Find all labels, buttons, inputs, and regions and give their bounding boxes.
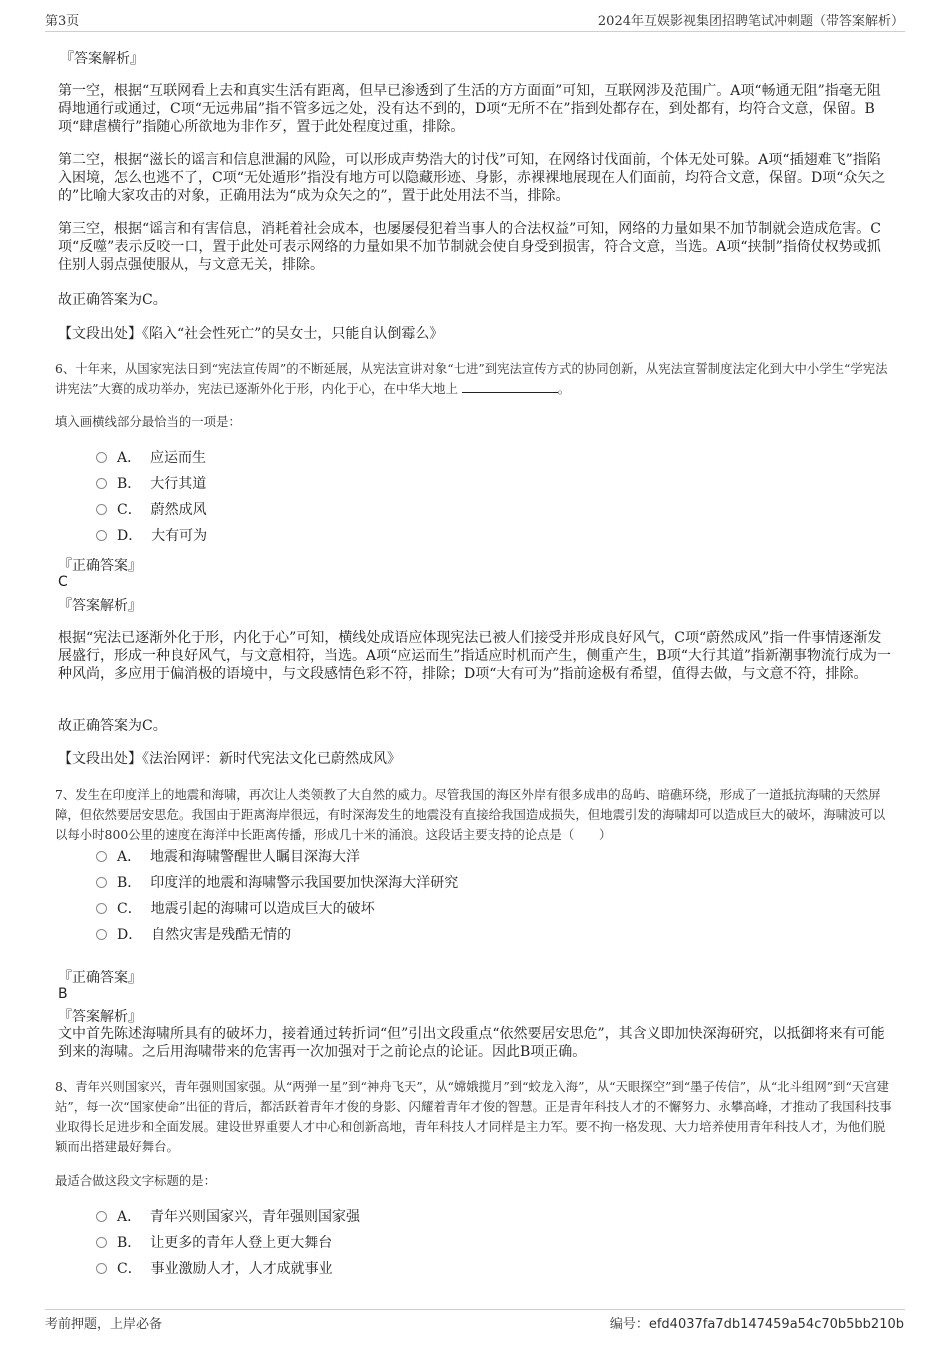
question-6-option-d[interactable] <box>96 526 207 546</box>
page-number: 第3页 <box>45 14 80 29</box>
correct-answer-label: 『正确答案』 <box>58 970 142 986</box>
analysis-paragraph-1: 第一空，根据“互联网看上去和真实生活有距离，但早已渗透到了生活的方方面面”可知，互联网涉及范围广。A项“畅通无阻”指毫无阻碍地通行或通过，C项“无远弗届”指不管多远之处，没有达不到的，D项“无所不在”指到处都存在，到处都有，均符合文意，保留。B项“肆虐横行”指随心所欲地为非作歹，置于此处程度过重，排除。 <box>58 83 881 135</box>
radio-button-icon[interactable] <box>96 877 107 888</box>
question-8-option-b[interactable] <box>96 1233 332 1253</box>
option-text: 地震和海啸警醒世人瞩目深海大洋 <box>150 849 361 865</box>
question-8-prompt: 最适合做这段文字标题的是： <box>55 1173 217 1188</box>
footer-slogan: 考前押题，上岸必备 <box>45 1317 163 1332</box>
option-letter: A． <box>117 450 142 466</box>
option-text: 印度洋的地震和海啸警示我国要加快深海大洋研究 <box>150 875 459 891</box>
question-6-stem-end: 。 <box>557 381 571 396</box>
option-text: 地震引起的海啸可以造成巨大的破坏 <box>150 901 375 917</box>
option-text: 自然灾害是残酷无情的 <box>151 927 292 943</box>
analysis-paragraph-3: 第三空，根据“谣言和有害信息，消耗着社会成本，也屡屡侵犯着当事人的合法权益”可知，网络的力量如果不加节制就会造成危害。C项“反噬”表示反咬一口，置于此处可表示网络的力量如果不加节制就会使自身受到损害，符合文意，当选。A项“挟制”指倚仗权势或抓住别人弱点强使服从，与文意无关，排除。 <box>58 221 882 273</box>
question-6-stem-text: 6、十年来，从国家宪法日到“宪法宣传周”的不断延展，从宪法宣讲对象“七进”到宪法宣传方式的协同创新，从宪法宣誓制度法定化到大中小学生“学宪法讲宪法”大赛的成功举办，宪法已逐渐外化于形，内化于心，在中华大地上 <box>55 361 888 396</box>
answer-blank <box>462 380 558 393</box>
document-code-label: 编号： <box>609 1317 649 1332</box>
radio-button-icon[interactable] <box>96 851 107 862</box>
question-6-analysis: 根据“宪法已逐渐外化于形，内化于心”可知，横线处成语应体现宪法已被人们接受并形成良好风气，C项“蔚然成风”指一件事情逐渐发展盛行，形成一种良好风气，与文意相符，当选。A项“应运而生”指适应时机而产生，侧重产生，B项“大行其道”指新潮事物流行成为一种风尚，多应用于偏消极的语境中，与文段感情色彩不符，排除；D项“大有可为”指前途极有希望，值得去做，与文意不符，排除。 <box>58 630 892 682</box>
question-8-option-c[interactable] <box>96 1259 333 1279</box>
radio-button-icon[interactable] <box>96 504 107 515</box>
option-letter: C． <box>117 1261 142 1277</box>
passage-source: 【文段出处】《陷入“社会性死亡”的吴女士，只能自认倒霉么》 <box>58 326 444 342</box>
question-6-source: 【文段出处】《法治网评：新时代宪法文化已蔚然成风》 <box>58 751 401 767</box>
analysis-label: 『答案解析』 <box>58 598 142 614</box>
question-7-stem: 7、发生在印度洋上的地震和海啸，再次让人类领教了大自然的威力。尽管我国的海区外岸有很多成串的岛屿、暗礁环绕，形成了一道抵抗海啸的天然屏障，但依然要居安思危。我国由于距离海岸很远，有时深海发生的地震没有直接给我国造成损失，但地震引发的海啸却可以造成巨大的破坏，海啸波可以以每小时800公里的速度在海洋中长距离传播，形成几十米的涌浪。这段话主要支持的论点是（ ） <box>55 787 886 842</box>
question-7-option-d[interactable] <box>96 925 291 945</box>
option-letter: B． <box>117 476 142 492</box>
option-text: 青年兴则国家兴，青年强则国家强 <box>150 1209 361 1225</box>
question-7-analysis: 文中首先陈述海啸所具有的破坏力，接着通过转折词“但”引出文段重点“依然要居安思危”，其含义即加快深海研究，以抵御将来有可能到来的海啸。之后用海啸带来的危害再一次加强对于之前论点的论证。因此B项正确。 <box>58 1026 885 1060</box>
option-letter: C． <box>117 502 142 518</box>
question-6-option-c[interactable] <box>96 500 207 520</box>
header-divider <box>45 31 905 32</box>
option-text: 蔚然成风 <box>150 502 207 518</box>
correct-answer: B <box>58 986 68 1002</box>
option-letter: A． <box>117 1209 142 1225</box>
question-6-stem <box>55 359 895 399</box>
analysis-paragraph-2: 第二空，根据“滋长的谣言和信息泄漏的风险，可以形成声势浩大的讨伐”可知，在网络讨伐面前，个体无处可躲。A项“插翅难飞”指陷入困境，怎么也逃不了，C项“无处遁形”指没有地方可以隐藏形迹、身影，赤裸裸地展现在人们面前，均符合文意，保留。D项“众矢之的”比喻大家攻击的对象，正确用法为“成为众矢之的”，置于此处用法不当，排除。 <box>58 152 886 204</box>
radio-button-icon[interactable] <box>96 452 107 463</box>
radio-button-icon[interactable] <box>96 478 107 489</box>
question-7-option-a[interactable] <box>96 847 360 867</box>
analysis-label: 『答案解析』 <box>60 51 144 67</box>
question-8-stem: 8、青年兴则国家兴，青年强则国家强。从“两弹一星”到“神舟飞天”，从“嫦娥揽月”到“蛟龙入海”，从“天眼探空”到“墨子传信”，从“北斗组网”到“天宫建站”，每一次“国家使命”出征的背后，都活跃着青年才俊的身影、闪耀着青年才俊的智慧。正是青年科技人才的不懈努力、永攀高峰，才推动了我国科技事业取得长足进步和全面发展。建设世界重要人才中心和创新高地，青年科技人才同样是主力军。要不拘一格发现、大力培养使用青年科技人才，为他们脱颖而出搭建最好舞台。 <box>55 1079 892 1154</box>
option-letter: C． <box>117 901 142 917</box>
option-text: 大行其道 <box>150 476 207 492</box>
question-7-option-b[interactable] <box>96 873 458 893</box>
option-text: 让更多的青年人登上更大舞台 <box>150 1235 333 1251</box>
radio-button-icon[interactable] <box>96 1237 107 1248</box>
radio-button-icon[interactable] <box>96 903 107 914</box>
radio-button-icon[interactable] <box>96 1211 107 1222</box>
option-letter: B． <box>117 1235 142 1251</box>
option-text: 事业激励人才，人才成就事业 <box>150 1261 333 1277</box>
document-code-value: efd4037fa7db147459a54c70b5bb210b <box>648 1317 904 1332</box>
radio-button-icon[interactable] <box>96 1263 107 1274</box>
question-6-conclusion: 故正确答案为C。 <box>58 718 167 734</box>
radio-button-icon[interactable] <box>96 929 107 940</box>
analysis-label: 『答案解析』 <box>58 1009 142 1025</box>
document-code <box>610 1313 904 1332</box>
option-letter: B． <box>117 875 142 891</box>
question-8-option-a[interactable] <box>96 1207 360 1227</box>
correct-answer-label: 『正确答案』 <box>58 558 142 574</box>
option-letter: A． <box>117 849 142 865</box>
option-text: 大有可为 <box>151 528 208 544</box>
radio-button-icon[interactable] <box>96 530 107 541</box>
correct-answer: C <box>58 574 68 590</box>
question-6-prompt: 填入画横线部分最恰当的一项是： <box>55 414 241 429</box>
question-6-option-a[interactable] <box>96 448 206 468</box>
option-letter: D． <box>117 528 143 544</box>
question-7-option-c[interactable] <box>96 899 375 919</box>
option-letter: D． <box>117 927 143 943</box>
question-6-option-b[interactable] <box>96 474 206 494</box>
analysis-conclusion: 故正确答案为C。 <box>58 292 167 308</box>
document-title: 2024年互娱影视集团招聘笔试冲刺题（带答案解析） <box>597 14 904 29</box>
footer-divider <box>45 1309 905 1310</box>
option-text: 应运而生 <box>150 450 207 466</box>
